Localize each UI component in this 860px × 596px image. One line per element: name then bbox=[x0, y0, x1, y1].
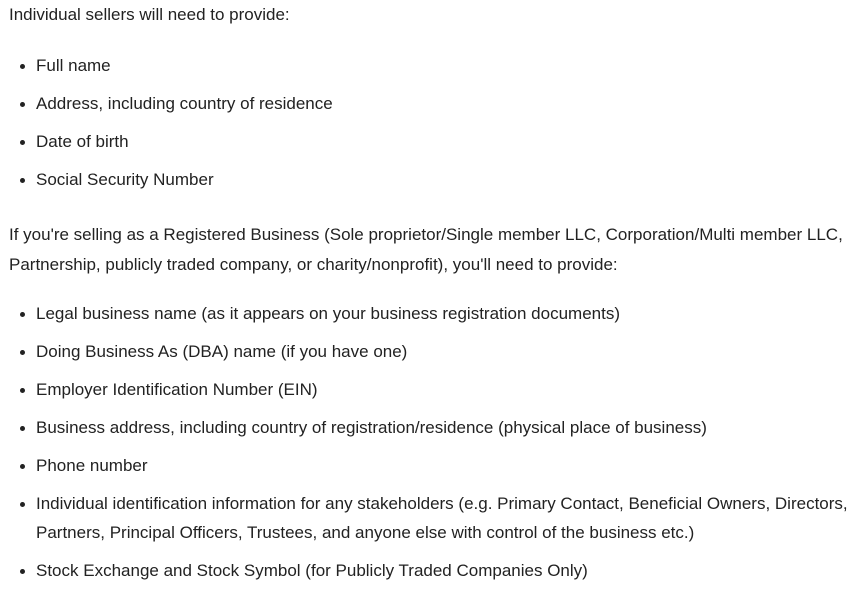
business-requirements-list bbox=[9, 299, 860, 585]
list-item-full-name: Full name bbox=[9, 51, 860, 80]
list-item-ssn: Social Security Number bbox=[9, 165, 860, 194]
list-item-ein: Employer Identification Number (EIN) bbox=[9, 375, 860, 404]
registered-business-intro: If you're selling as a Registered Business (Sole proprietor/Single member LLC, Corporation/Multi member LLC, Partnership, publicly traded company, or charity/nonprofit), you'll need to provide: bbox=[9, 225, 843, 274]
list-item-legal-business-name: Legal business name (as it appears on your business registration documents) bbox=[9, 299, 860, 328]
list-item-date-of-birth: Date of birth bbox=[9, 127, 860, 156]
individual-requirements-list bbox=[9, 51, 860, 194]
list-item-phone-number: Phone number bbox=[9, 451, 860, 480]
individual-sellers-intro: Individual sellers will need to provide: bbox=[9, 5, 290, 24]
list-item-stock-exchange-symbol: Stock Exchange and Stock Symbol (for Publicly Traded Companies Only) bbox=[9, 556, 860, 585]
list-item-address: Address, including country of residence bbox=[9, 89, 860, 118]
list-item-business-address: Business address, including country of registration/residence (physical place of business) bbox=[9, 413, 860, 442]
list-item-stakeholder-identification: Individual identification information for any stakeholders (e.g. Primary Contact, Beneficial Owners, Directors, Partners, Principal Officers, Trustees, and anyone else with control of the business etc.) bbox=[9, 489, 860, 547]
list-item-dba-name: Doing Business As (DBA) name (if you have one) bbox=[9, 337, 860, 366]
